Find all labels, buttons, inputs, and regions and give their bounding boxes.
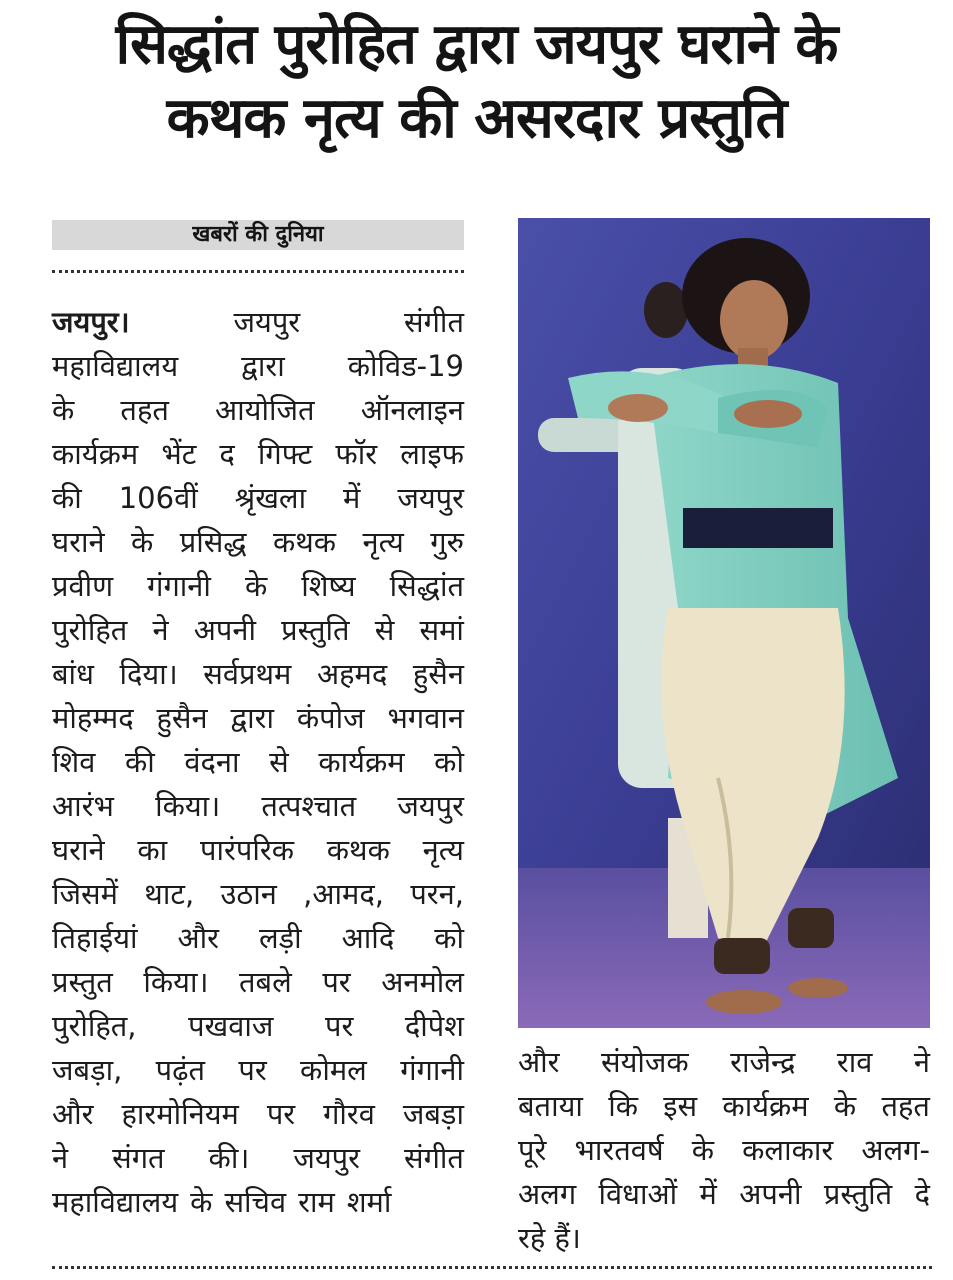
article-word: राजेन्द्र: [730, 1045, 796, 1079]
headline: [10, 8, 943, 156]
article-word: और: [177, 921, 220, 955]
article-line: [52, 960, 464, 1004]
article-line: [52, 652, 464, 696]
article-line: [52, 520, 464, 564]
article-word: थाट,: [144, 877, 195, 911]
article-word: हुसैन: [412, 657, 464, 691]
article-word: प्रसिद्ध: [179, 525, 247, 559]
article-word: कलाकार: [742, 1133, 834, 1167]
article-word: से: [374, 613, 395, 647]
article-word: को: [434, 745, 464, 779]
article-word: कोविड-19: [347, 349, 464, 383]
article-word: शिव: [52, 745, 96, 779]
article-word: संगीत: [404, 305, 464, 339]
article-word: हारमोनियम: [121, 1097, 239, 1131]
article-word: के: [691, 1133, 715, 1167]
article-word: पूरे: [518, 1133, 547, 1167]
article-word: के: [131, 525, 154, 559]
article-word: भगवान: [387, 701, 464, 735]
dancer-illustration: [518, 218, 930, 1028]
article-word: ,आमद,: [303, 877, 384, 911]
article-word: गंगानी: [147, 569, 211, 603]
dotted-divider-bottom: [52, 1266, 932, 1269]
article-word: समां: [419, 613, 464, 647]
article-line: [52, 1180, 464, 1224]
article-word: दे: [914, 1177, 930, 1211]
article-word: अहमद: [316, 657, 388, 691]
article-line: [52, 388, 464, 432]
article-word: से: [269, 745, 289, 779]
article-word: संगीत: [403, 1141, 464, 1175]
article-word: दिया।: [119, 657, 178, 691]
article-line: [518, 1040, 930, 1084]
article-word: के: [190, 1185, 213, 1219]
section-kicker: खबरों की दुनिया: [52, 220, 464, 250]
article-line: [518, 1084, 930, 1128]
article-word: इस: [663, 1089, 698, 1123]
article-word: बांध: [52, 657, 94, 691]
article-word: और: [52, 1097, 94, 1131]
article-word: अलग-: [861, 1133, 930, 1167]
article-word: मोहम्मद: [52, 701, 134, 735]
article-word: महाविद्यालय: [52, 349, 179, 383]
article-word: किया।: [143, 965, 209, 999]
article-word: जयपुर: [293, 1141, 360, 1175]
article-line: [52, 1092, 464, 1136]
article-line: [52, 476, 464, 520]
article-word: अपनी: [739, 1177, 802, 1211]
article-word: कार्यक्रम: [318, 745, 405, 779]
article-word: गंगानी: [400, 1053, 464, 1087]
article-word: में: [343, 481, 361, 515]
article-word: पुरोहित: [52, 613, 128, 647]
article-word: प्रवीण: [52, 569, 114, 603]
article-word: अपनी: [193, 613, 256, 647]
dateline: जयपुर।: [52, 305, 130, 339]
article-word: के: [244, 569, 268, 603]
article-line: [52, 300, 464, 344]
article-word: प्रस्तुत: [52, 965, 113, 999]
headline-line-2: कथक नृत्य की असरदार प्रस्तुति: [166, 86, 787, 151]
article-word: राव: [836, 1045, 873, 1079]
article-word: कि: [608, 1089, 639, 1123]
article-word: पर: [322, 965, 351, 999]
article-word: की: [124, 745, 155, 779]
headline-line-1: सिद्धांत पुरोहित द्वारा जयपुर घराने के: [115, 12, 838, 77]
article-word: के: [52, 393, 75, 427]
article-word: बताया: [518, 1089, 583, 1123]
article-word: आयोजित: [215, 393, 315, 427]
article-word: उठान: [220, 877, 277, 911]
article-word: द: [219, 437, 235, 471]
article-word: सचिव: [224, 1185, 287, 1219]
article-word: अलग: [518, 1177, 577, 1211]
article-word: प्रस्तुति: [281, 613, 350, 647]
article-line: [518, 1172, 930, 1216]
article-word: कंपोज: [296, 701, 365, 735]
article-word: के: [833, 1089, 857, 1123]
article-word: पखवाज: [188, 1009, 274, 1043]
article-word: तिहाईयां: [52, 921, 138, 955]
article-word: घराने: [52, 525, 105, 559]
article-word: सर्वप्रथम: [203, 657, 292, 691]
article-word: जयपुर: [233, 305, 301, 339]
article-word: भारतवर्ष: [574, 1133, 664, 1167]
article-word: ऑनलाइन: [360, 393, 464, 427]
article-word: महाविद्यालय: [52, 1185, 179, 1219]
article-word: संगत: [112, 1141, 165, 1175]
article-line: [52, 916, 464, 960]
article-word: 106वीं: [118, 481, 198, 515]
article-word: आदि: [341, 921, 395, 955]
article-line: [52, 828, 464, 872]
article-word: नृत्य: [422, 833, 464, 867]
article-word: दीपेश: [404, 1009, 464, 1043]
article-line: [518, 1216, 930, 1260]
article-column-right: [518, 1040, 930, 1260]
article-line: [52, 608, 464, 652]
article-word: भेंट: [161, 437, 197, 471]
article-word: ने: [152, 613, 169, 647]
article-word: रहे हैं।: [518, 1221, 581, 1255]
article-word: हुसैन: [156, 701, 208, 735]
article-word: गुरु: [430, 525, 464, 559]
article-word: की।: [208, 1141, 250, 1175]
article-word: जबड़ा,: [52, 1053, 123, 1087]
article-word: अनमोल: [381, 965, 464, 999]
article-word: तहत: [881, 1089, 930, 1123]
article-word: शर्मा: [346, 1185, 392, 1219]
article-line: [52, 1004, 464, 1048]
article-word: का: [137, 833, 168, 867]
article-word: किया।: [155, 789, 221, 823]
article-word: तबले: [239, 965, 292, 999]
article-word: घराने: [52, 833, 105, 867]
article-word: वंदना: [184, 745, 240, 779]
article-line: [52, 696, 464, 740]
article-line: [52, 1136, 464, 1180]
article-line: [518, 1128, 930, 1172]
article-word: कार्यक्रम: [722, 1089, 809, 1123]
article-word: पर: [238, 1053, 267, 1087]
article-word: राम: [298, 1185, 335, 1219]
article-word: की: [52, 481, 82, 515]
article-word: द्वारा: [241, 349, 285, 383]
article-word: में: [699, 1177, 717, 1211]
article-line: [52, 432, 464, 476]
dotted-divider-top: [52, 270, 464, 273]
article-word: ने: [52, 1141, 69, 1175]
article-word: प्रस्तुति: [823, 1177, 893, 1211]
article-word: पढ़ंत: [155, 1053, 206, 1087]
article-word: पारंपरिक: [200, 833, 294, 867]
article-line: [52, 1048, 464, 1092]
article-word: गौरव: [323, 1097, 375, 1131]
article-word: कथक: [326, 833, 390, 867]
article-word: द्वारा: [230, 701, 275, 735]
article-word: परन,: [410, 877, 464, 911]
article-word: विधाओं: [598, 1177, 678, 1211]
article-word: संयोजक: [600, 1045, 689, 1079]
article-word: जयपुर: [397, 789, 464, 823]
article-word: तहत: [120, 393, 169, 427]
article-word: तत्पश्चात: [261, 789, 357, 823]
article-word: आरंभ: [52, 789, 114, 823]
article-line: [52, 872, 464, 916]
article-word: कथक: [273, 525, 337, 559]
article-word: सिद्धांत: [389, 569, 464, 603]
article-word: शिष्य: [301, 569, 356, 603]
article-line: [52, 784, 464, 828]
article-word: गिफ्ट: [257, 437, 313, 471]
article-line: [52, 564, 464, 608]
article-word: लड़ी: [259, 921, 302, 955]
article-line: [52, 740, 464, 784]
article-word: को: [434, 921, 464, 955]
article-word: पुरोहित,: [52, 1009, 137, 1043]
article-word: श्रृंखला: [234, 481, 307, 515]
article-word: कोमल: [300, 1053, 367, 1087]
article-word: फॉर: [335, 437, 378, 471]
article-word: ने: [913, 1045, 930, 1079]
article-word: जयपुर: [397, 481, 464, 515]
article-word: पर: [324, 1009, 354, 1043]
article-word: और: [518, 1045, 560, 1079]
article-line: [52, 344, 464, 388]
article-word: लाइफ: [400, 437, 464, 471]
article-word: कार्यक्रम: [52, 437, 139, 471]
article-column-left: [52, 300, 464, 1224]
dancer-photo: [518, 218, 930, 1028]
article-word: जिसमें: [52, 877, 118, 911]
article-word: जबड़ा: [402, 1097, 464, 1131]
article-word: पर: [266, 1097, 296, 1131]
article-word: नृत्य: [362, 525, 404, 559]
